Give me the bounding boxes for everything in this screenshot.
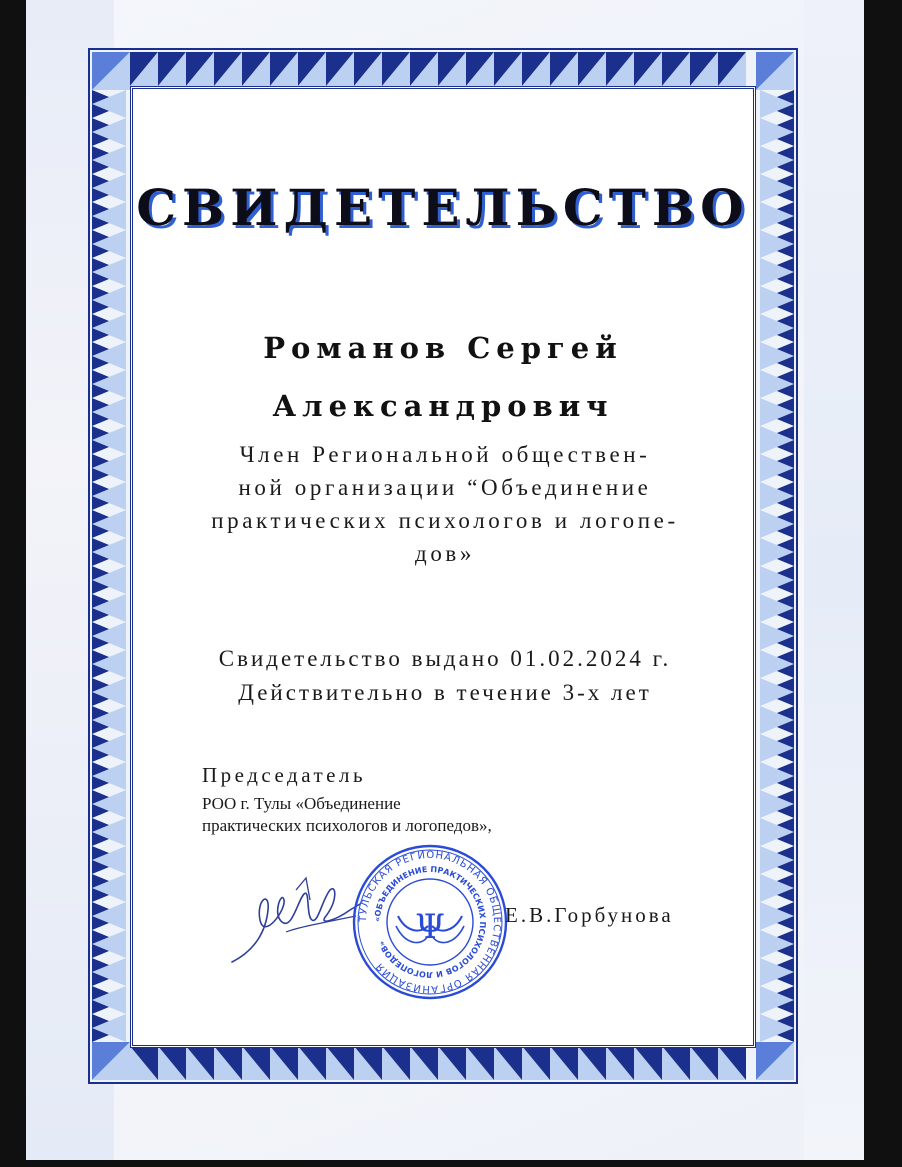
recipient-name-second-line: Александрович xyxy=(272,389,614,423)
issue-info xyxy=(140,642,750,710)
issue-date-line: Свидетельство выдано 01.02.2024 г. xyxy=(218,646,672,671)
membership-line: ной организации “Объединение xyxy=(238,475,652,500)
membership-line: Член Региональной обществен- xyxy=(239,442,651,467)
chair-organization xyxy=(202,793,622,837)
organization-stamp xyxy=(350,842,510,1002)
chair-org-line: РОО г. Тулы «Объединение xyxy=(202,794,401,813)
handwritten-signature xyxy=(226,870,366,970)
chair-org-line: практических психологов и логопедов», xyxy=(202,816,492,835)
svg-text:ТУЛЬСКАЯ РЕГИОНАЛЬНАЯ ОБЩЕСТВЕ: ТУЛЬСКАЯ РЕГИОНАЛЬНАЯ ОБЩЕСТВЕННАЯ ОРГАНИЗАЦИЯ xyxy=(357,849,503,995)
signer-name: Е.В.Горбунова xyxy=(505,903,674,927)
validity-line: Действительно в течение 3-х лет xyxy=(238,680,652,705)
svg-text:«ОБЪЕДИНЕНИЕ ПРАКТИЧЕСКИХ ПСИХ: «ОБЪЕДИНЕНИЕ ПРАКТИЧЕСКИХ ПСИХОЛОГОВ И ЛОГОПЕДОВ» xyxy=(372,864,488,980)
chair-title: Председатель xyxy=(202,763,367,787)
membership-line: дов» xyxy=(415,541,475,566)
membership-text xyxy=(140,438,750,570)
certificate-title: СВИДЕТЕЛЬСТВО xyxy=(136,178,750,237)
recipient-name-first-line: Романов Сергей xyxy=(263,331,623,365)
psi-symbol: Ψ xyxy=(415,907,445,947)
membership-line: практических психологов и логопе- xyxy=(211,508,679,533)
scan-background-right xyxy=(804,0,864,1160)
